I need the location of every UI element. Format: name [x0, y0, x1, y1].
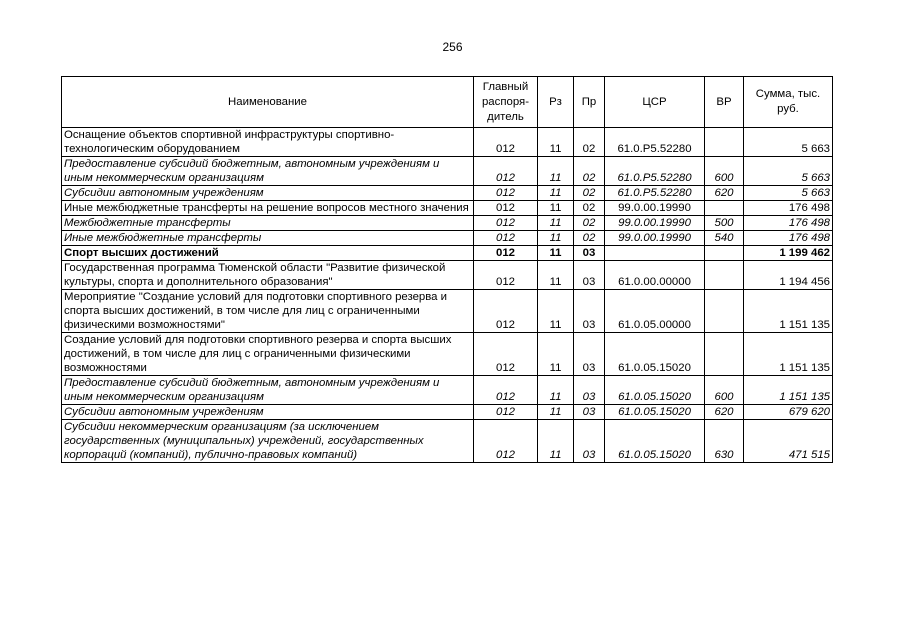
cell-name: Иные межбюджетные трансферты на решение вопросов местного значения — [62, 201, 474, 216]
table-row — [62, 333, 833, 376]
table-row — [62, 405, 833, 420]
cell-expense-type: 600 — [705, 157, 744, 186]
cell-expense-type: 600 — [705, 376, 744, 405]
cell-subsection: 02 — [574, 157, 605, 186]
cell-name: Иные межбюджетные трансферты — [62, 231, 474, 246]
cell-main-manager: 012 — [474, 290, 538, 333]
cell-section: 11 — [538, 231, 574, 246]
cell-name: Предоставление субсидий бюджетным, автономным учреждениям и иным некоммерческим организациям — [62, 157, 474, 186]
cell-name: Государственная программа Тюменской области "Развитие физической культуры, спорта и дополнительного образования" — [62, 261, 474, 290]
header-main-manager: Главный распоря-дитель — [474, 77, 538, 128]
cell-section: 11 — [538, 201, 574, 216]
table-row — [62, 128, 833, 157]
cell-section: 11 — [538, 420, 574, 463]
cell-main-manager: 012 — [474, 186, 538, 201]
cell-amount: 5 663 — [744, 186, 833, 201]
cell-expense-type — [705, 128, 744, 157]
cell-main-manager: 012 — [474, 405, 538, 420]
cell-subsection: 02 — [574, 216, 605, 231]
cell-amount: 1 194 456 — [744, 261, 833, 290]
cell-amount: 176 498 — [744, 201, 833, 216]
cell-subsection: 02 — [574, 186, 605, 201]
cell-target-article: 61.0.P5.52280 — [605, 157, 705, 186]
cell-target-article: 99.0.00.19990 — [605, 216, 705, 231]
cell-main-manager: 012 — [474, 201, 538, 216]
cell-target-article: 61.0.P5.52280 — [605, 186, 705, 201]
cell-amount: 176 498 — [744, 231, 833, 246]
cell-main-manager: 012 — [474, 333, 538, 376]
cell-subsection: 02 — [574, 231, 605, 246]
cell-expense-type — [705, 201, 744, 216]
cell-subsection: 03 — [574, 261, 605, 290]
header-section: Рз — [538, 77, 574, 128]
cell-amount: 679 620 — [744, 405, 833, 420]
cell-name: Создание условий для подготовки спортивного резерва и спорта высших достижений, в том числе для лиц с ограниченными физическими возможностями — [62, 333, 474, 376]
cell-subsection: 03 — [574, 246, 605, 261]
header-name: Наименование — [62, 77, 474, 128]
cell-subsection: 02 — [574, 201, 605, 216]
cell-amount: 5 663 — [744, 128, 833, 157]
cell-target-article: 99.0.00.19990 — [605, 231, 705, 246]
header-expense-type: ВР — [705, 77, 744, 128]
cell-name: Предоставление субсидий бюджетным, автономным учреждениям и иным некоммерческим организациям — [62, 376, 474, 405]
cell-section: 11 — [538, 216, 574, 231]
cell-expense-type: 500 — [705, 216, 744, 231]
cell-expense-type: 620 — [705, 186, 744, 201]
table-row — [62, 376, 833, 405]
cell-amount: 1 151 135 — [744, 333, 833, 376]
cell-target-article: 61.0.00.00000 — [605, 261, 705, 290]
cell-amount: 1 199 462 — [744, 246, 833, 261]
table-row — [62, 201, 833, 216]
cell-subsection: 03 — [574, 290, 605, 333]
cell-name: Субсидии автономным учреждениям — [62, 405, 474, 420]
cell-target-article: 99.0.00.19990 — [605, 201, 705, 216]
budget-table — [61, 76, 833, 463]
table-header-row — [62, 77, 833, 128]
cell-target-article: 61.0.05.15020 — [605, 333, 705, 376]
cell-subsection: 03 — [574, 333, 605, 376]
table-row — [62, 231, 833, 246]
cell-expense-type: 630 — [705, 420, 744, 463]
cell-expense-type: 620 — [705, 405, 744, 420]
cell-subsection: 03 — [574, 405, 605, 420]
cell-expense-type: 540 — [705, 231, 744, 246]
cell-target-article: 61.0.05.15020 — [605, 376, 705, 405]
header-subsection: Пр — [574, 77, 605, 128]
cell-section: 11 — [538, 376, 574, 405]
cell-section: 11 — [538, 157, 574, 186]
cell-amount: 1 151 135 — [744, 376, 833, 405]
table-row — [62, 246, 833, 261]
cell-subsection: 03 — [574, 376, 605, 405]
cell-section: 11 — [538, 246, 574, 261]
cell-expense-type — [705, 290, 744, 333]
cell-section: 11 — [538, 333, 574, 376]
cell-target-article: 61.0.05.15020 — [605, 405, 705, 420]
cell-section: 11 — [538, 405, 574, 420]
cell-name: Спорт высших достижений — [62, 246, 474, 261]
cell-name: Мероприятие "Создание условий для подготовки спортивного резерва и спорта высших достижений, в том числе для лиц с ограниченными физическими возможностями" — [62, 290, 474, 333]
cell-target-article: 61.0.05.15020 — [605, 420, 705, 463]
table-row — [62, 216, 833, 231]
cell-target-article: 61.0.05.00000 — [605, 290, 705, 333]
table-row — [62, 186, 833, 201]
cell-main-manager: 012 — [474, 261, 538, 290]
table-row — [62, 290, 833, 333]
header-target-article: ЦСР — [605, 77, 705, 128]
cell-subsection: 02 — [574, 128, 605, 157]
cell-section: 11 — [538, 186, 574, 201]
cell-main-manager: 012 — [474, 376, 538, 405]
cell-name: Субсидии автономным учреждениям — [62, 186, 474, 201]
cell-amount: 1 151 135 — [744, 290, 833, 333]
cell-amount: 5 663 — [744, 157, 833, 186]
table-row — [62, 420, 833, 463]
table-row — [62, 261, 833, 290]
cell-subsection: 03 — [574, 420, 605, 463]
page-number: 256 — [442, 40, 463, 54]
cell-name: Межбюджетные трансферты — [62, 216, 474, 231]
cell-amount: 471 515 — [744, 420, 833, 463]
table-row — [62, 157, 833, 186]
cell-main-manager: 012 — [474, 246, 538, 261]
cell-expense-type — [705, 246, 744, 261]
cell-name: Оснащение объектов спортивной инфраструктуры спортивно-технологическим оборудованием — [62, 128, 474, 157]
cell-section: 11 — [538, 128, 574, 157]
cell-main-manager: 012 — [474, 231, 538, 246]
cell-name: Субсидии некоммерческим организациям (за исключением государственных (муниципальных) учреждений, государственных корпораций (компаний), публично-правовых компаний) — [62, 420, 474, 463]
header-amount: Сумма, тыс. руб. — [744, 77, 833, 128]
cell-target-article: 61.0.P5.52280 — [605, 128, 705, 157]
cell-main-manager: 012 — [474, 216, 538, 231]
cell-main-manager: 012 — [474, 128, 538, 157]
cell-expense-type — [705, 261, 744, 290]
cell-expense-type — [705, 333, 744, 376]
cell-main-manager: 012 — [474, 157, 538, 186]
cell-target-article — [605, 246, 705, 261]
cell-main-manager: 012 — [474, 420, 538, 463]
cell-amount: 176 498 — [744, 216, 833, 231]
cell-section: 11 — [538, 290, 574, 333]
cell-section: 11 — [538, 261, 574, 290]
